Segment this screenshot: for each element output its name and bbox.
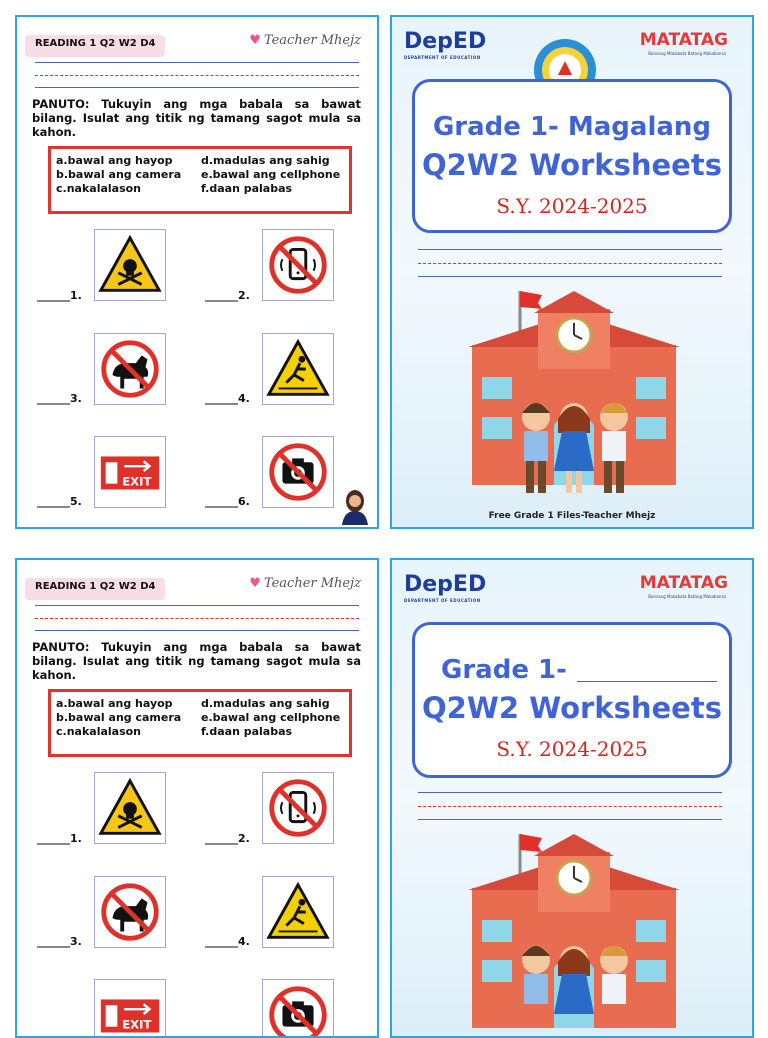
matatag-logo: MATATAG bbox=[639, 30, 728, 50]
choice-e: e.bawal ang cellphone bbox=[201, 711, 341, 724]
instruction-text: PANUTO: Tukuyin ang mga babala sa bawat bilang. Isulat ang titik ng tamang sagot mula sa kahon. bbox=[32, 97, 361, 139]
teacher-brand bbox=[249, 33, 361, 48]
answer-blank-4[interactable]: ______4. bbox=[205, 392, 250, 405]
choice-d: d.madulas ang sahig bbox=[201, 697, 330, 710]
answer-blank-5[interactable]: ______5. bbox=[37, 495, 82, 508]
heart-icon: ♥ bbox=[249, 33, 261, 48]
footer-credit: Free Grade 1 Files-Teacher Mhejz bbox=[488, 511, 656, 521]
choice-b: b.bawal ang camera bbox=[56, 168, 182, 181]
brand-name: Teacher Mhejz bbox=[263, 33, 361, 48]
divider bbox=[418, 819, 722, 820]
slippery-floor-icon bbox=[262, 876, 334, 948]
answer-blank-1[interactable]: ______1. bbox=[37, 289, 82, 302]
poison-warning-icon bbox=[94, 229, 166, 301]
dashed-divider bbox=[418, 806, 722, 807]
no-cellphone-icon bbox=[262, 229, 334, 301]
cover-page-top bbox=[390, 15, 754, 529]
exit-sign-icon bbox=[94, 436, 166, 508]
no-camera-icon bbox=[262, 436, 334, 508]
choice-a: a.bawal ang hayop bbox=[56, 697, 173, 710]
teacher-avatar bbox=[339, 487, 371, 525]
answer-blank-2[interactable]: ______2. bbox=[205, 832, 250, 845]
choice-f: f.daan palabas bbox=[201, 725, 293, 738]
worksheet-tag: READING 1 Q2 W2 D4 bbox=[25, 578, 165, 600]
heart-icon: ♥ bbox=[249, 576, 261, 591]
grade-title: Grade 1- Magalang bbox=[432, 112, 712, 142]
choice-c: c.nakalalason bbox=[56, 182, 142, 195]
exit-text: EXIT bbox=[122, 474, 152, 489]
cover-page-bottom bbox=[390, 558, 754, 1038]
choice-f: f.daan palabas bbox=[201, 182, 293, 195]
title-box bbox=[412, 622, 732, 778]
divider bbox=[35, 62, 359, 63]
answer-blank-4[interactable]: ______4. bbox=[205, 935, 250, 948]
no-animals-icon bbox=[94, 333, 166, 405]
school-year: S.Y. 2024-2025 bbox=[496, 194, 648, 218]
worksheet-page-bottom bbox=[15, 558, 379, 1038]
name-blank-line bbox=[577, 681, 717, 682]
poison-warning-icon bbox=[94, 772, 166, 844]
exit-sign-icon bbox=[94, 979, 166, 1038]
worksheets-title: Q2W2 Worksheets bbox=[422, 148, 722, 182]
no-animals-icon bbox=[94, 876, 166, 948]
school-year: S.Y. 2024-2025 bbox=[496, 737, 648, 761]
teacher-brand bbox=[249, 576, 361, 591]
divider bbox=[418, 276, 722, 277]
grade-title: Grade 1- bbox=[441, 655, 567, 685]
answer-blank-3[interactable]: ______3. bbox=[37, 935, 82, 948]
divider bbox=[418, 249, 722, 250]
choice-d: d.madulas ang sahig bbox=[201, 154, 330, 167]
matatag-tagline: Bansang Makabata Batang Makabansa bbox=[648, 51, 726, 56]
matatag-logo: MATATAG bbox=[639, 573, 728, 593]
exit-text: EXIT bbox=[122, 1017, 152, 1032]
answer-blank-1[interactable]: ______1. bbox=[37, 832, 82, 845]
divider bbox=[35, 87, 359, 88]
slippery-floor-icon bbox=[262, 333, 334, 405]
worksheets-title: Q2W2 Worksheets bbox=[422, 691, 722, 725]
dashed-divider bbox=[35, 75, 359, 76]
no-camera-icon bbox=[262, 979, 334, 1038]
worksheet-tag: READING 1 Q2 W2 D4 bbox=[25, 35, 165, 57]
deped-logo: DepED bbox=[404, 29, 487, 54]
school-illustration-icon bbox=[468, 285, 680, 510]
deped-subtitle: DEPARTMENT OF EDUCATION bbox=[404, 55, 481, 60]
deped-subtitle: DEPARTMENT OF EDUCATION bbox=[404, 598, 481, 603]
worksheet-page-top bbox=[15, 15, 379, 529]
divider bbox=[35, 630, 359, 631]
choice-a: a.bawal ang hayop bbox=[56, 154, 173, 167]
divider bbox=[418, 792, 722, 793]
matatag-tagline: Bansang Makabata Batang Makabansa bbox=[648, 594, 726, 599]
choice-c: c.nakalalason bbox=[56, 725, 142, 738]
choice-e: e.bawal ang cellphone bbox=[201, 168, 341, 181]
no-cellphone-icon bbox=[262, 772, 334, 844]
answer-blank-6[interactable]: ______6. bbox=[205, 495, 250, 508]
dashed-divider bbox=[418, 263, 722, 264]
choices-box bbox=[48, 146, 352, 214]
choices-box bbox=[48, 689, 352, 757]
answer-blank-2[interactable]: ______2. bbox=[205, 289, 250, 302]
instruction-text: PANUTO: Tukuyin ang mga babala sa bawat bilang. Isulat ang titik ng tamang sagot mula sa kahon. bbox=[32, 640, 361, 682]
title-box bbox=[412, 79, 732, 233]
answer-blank-3[interactable]: ______3. bbox=[37, 392, 82, 405]
brand-name: Teacher Mhejz bbox=[263, 576, 361, 591]
dashed-divider bbox=[35, 618, 359, 619]
deped-logo: DepED bbox=[404, 572, 487, 597]
school-illustration-icon bbox=[468, 828, 680, 1038]
choice-b: b.bawal ang camera bbox=[56, 711, 182, 724]
divider bbox=[35, 605, 359, 606]
